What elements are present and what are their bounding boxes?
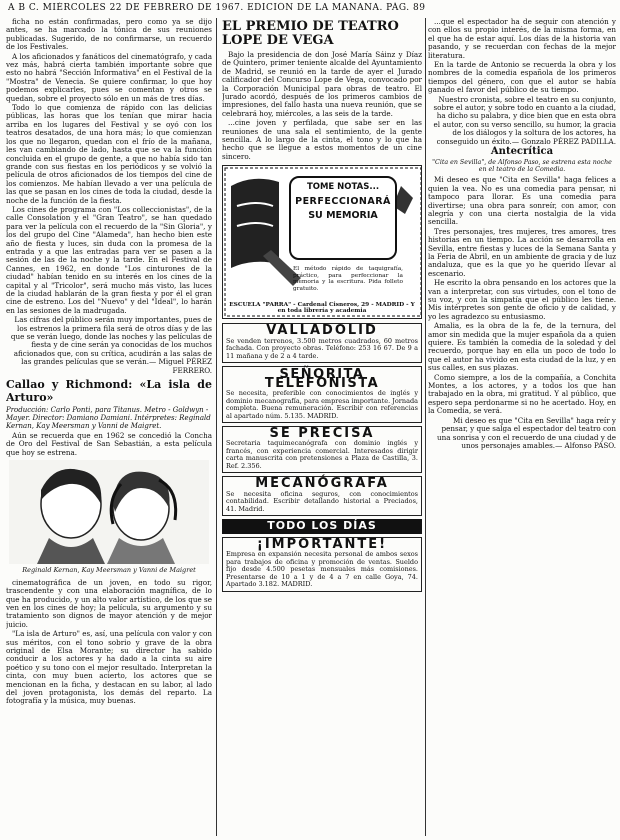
- ad-text: Se necesita, preferible con conocimientos de inglés y dominio mecanografía, para empresa importante. Jornada completa. Buena remuneración. Escribir con referencias al apartado núm. 5.135. MADRID.: [226, 389, 418, 420]
- article-paragraph: Como siempre, a los de la compañía, a Conchita Montes, a los actores, y a todos los que han trabajado en la obra, mi gratitud. Y al público, que espero sepa perdonarme si no he acertado. Hoy, en la Comedia, se verá.: [428, 372, 616, 416]
- film-still-photo: [9, 460, 209, 564]
- photo-caption: Reginald Kernan, Kay Meersman y Vanni de Maigret: [22, 566, 196, 575]
- ad-text: Empresa en expansión necesita personal de ambos sexos para trabajos de oficina y promoción de ventas. Sueldo fijo desde 4.500 pesetas mensuales más comisiones. Presentarse de 10 a 1 y de 4 a 7 en calle Goya, 74. Apartado 3.182. MADRID.: [226, 550, 418, 589]
- ad-text: Se venden terrenos, 3.500 metros cuadrados, 60 metros fachada. Con proyecto obras. Teléfono: 253 16 67. De 9 a 11 mañana y de 2 a 4 tarde.: [226, 336, 418, 360]
- classified-ad: [222, 323, 422, 363]
- article-paragraph: Aún se recuerda que en 1962 se concedió la Concha de Oro del Festival de San Sebastián, a esta película que hoy se estrena.: [6, 431, 212, 457]
- article-paragraph: Mi deseo es que "Cita en Sevilla" haga felices a quien la vea. No es una comedia para pensar, ni tampoco para llorar. Es una comedia para divertirse; una obra para sonreír, con amor, con alegría y con una cierta nostalgia de la vida sencilla.: [428, 175, 616, 227]
- ad-body-text: El método rápido de taquigrafía, práctico, para perfeccionar la memoria y la escritura. Pida folleto gratuito.: [293, 266, 403, 292]
- classified-ad: [222, 426, 422, 473]
- ad-title: SEÑORITA TELEFONISTA: [264, 367, 380, 391]
- article-paragraph: Todo lo que comienza de rápido con las delicias públicas, las horas que los tenían que mirar hacia arriba en los lugares del Festival y se oyó con los teatros desatados, de una hora más; lo que comienzan los que no llegaron, quedan con el frío de la mañana, les van cambiando de lado, hasta que se va la función concluida en el grupo de gente, a que no había sido tan grande con sus fiestas en los periódicos y se volvió la película de otros aficionados de los tiempos del cine de los comienzos. Me habían llevado a ver una película de las que se pasan en los cines de toda la ciudad, desde la noche de la función de la fiesta.: [6, 103, 212, 205]
- column-middle: [222, 18, 422, 836]
- article-paragraph: cinematográfica de un joven, en todo su rigor, trascendente y con una elaboración magnífica, de lo que ha producido, y un alto valor artístico, de los que se ven en los cines de hoy; la película, su argumento y su tratamiento son dignos de mayor atención y de mejor juicio.: [6, 577, 212, 629]
- ad-headline-line: TOME NOTAS...: [306, 182, 380, 193]
- section-subtitle: "Cita en Sevilla", de Alfonso Paso, se estrena esta noche en el teatro de la Comedia.: [432, 158, 612, 173]
- article-paragraph: Bajo la presidencia de don José María Sáinz y Díaz de Quintero, primer teniente alcalde del Ayuntamiento de Madrid, se reunió en la tarde de ayer el Jurado calificador del Concurso Lope de Vega, convocado por la Corporación Municipal para obras de teatro. El Jurado acordó, después de los primeros cambios de impresiones, del fallo hasta una nueva reunión, que se celebrará hoy, miércoles, a las seis de la tarde.: [222, 50, 422, 118]
- ad-title: MECANÓGRAFA: [255, 476, 389, 492]
- article-paragraph: He escrito la obra pensando en los actores que la van a interpretar, con sus virtudes, con el tono de su voz, y con la simpatía que el público les tiene. Mis intérpretes son gente de oficio y de calidad, y yo les agradezco su entusiasmo.: [428, 278, 616, 321]
- article-paragraph: Amalia, es la obra de la fe, de la ternura, del amor sin medida que la mujer española da a quien quiere. Es también la comedia de la soledad y del recuerdo, porque hay en ella un poco de todo lo que el autor ha vivido en esta ciudad de la luz, y en sus calles, en sus plazas.: [428, 321, 616, 373]
- article-paragraph: A los aficionados y fanáticos del cinematógrafo, y cada vez más, habrá cierta también importante sobre que esto no habrá "Sección Informativa" en el Festival de la "Mostra" de Venecia. Se quiere confirmar, lo que hoy podemos explicarles, pues se comentan y otros se quedan, sobre el proyecto sólo en un más de tres días.: [6, 51, 212, 103]
- article-paragraph: Las cifras del público serán muy importantes, pues de los estrenos la primera fila será de otros días y de las que se verán luego, donde las noches y las películas de fiesta y de cine serán ya conocidas de los muchos aficionados que, con su crítica, acudirán a las salas de las grandes películas que se verán.— Miguel PÉREZ FERRERO.: [10, 315, 212, 375]
- ad-text: Se necesita oficina seguros, con conocimientos contabilidad. Escribir detallando historial a Preciados, 41. Madrid.: [226, 489, 418, 513]
- article-paragraph: ...cine joven y perfilada, que sabe ser en las reuniones de una sala el sentimiento, de la gente sencilla. A lo largo de la cinta, el tono y lo que ha hecho que se llegue a estos momentos de un cine sincero.: [222, 118, 422, 161]
- article-paragraph: "La isla de Arturo" es, así, una película con valor y con sus méritos, con el tono sobrio y grave de la obra original de Elsa Morante; su director ha sabido conducir a los actores y ha dado a la cinta su aire poético y su tono con el mejor resultado. Interpretan la cinta, con muy buen acierto, los actores que se mencionan en la ficha, y destacan en su labor, al lado del joven protagonista, los demás del reparto. La fotografía y la música, muy buenas.: [6, 629, 212, 706]
- article-paragraph: Los cines de programa con "Los colleccionistas", de la calle Consolation y el "Gran Teatro", se han quedado para ver la película con el recuerdo de la "Sin Gloria", y los del grupo del Cine "Alameda", han hecho bien este año de fiesta y luces, sin duda con la promesa de la entrada y a que las entradas para ver se pasen a la sesión de las de la noche y la tarde. En el Festival de Cannes, en 1962, en donde "Los cinturones de la ciudad" habían tenido en su interés en los cines de la capital y al "Tricolor", será mucho más visto, las luces de la ciudad hablarán de la gran fiesta y por él el gran cine de estreno. Los del "Nuevo" y del "Ideal", lo harán en las sesiones de la madrugada.: [6, 204, 212, 315]
- ad-footer-text: ESCUELA "PARRA" - Cardenal Cisneros, 29 - MADRID - Y en toda librería y academia: [229, 301, 415, 315]
- ad-headline-line: PERFECCIONARÁ: [295, 195, 391, 207]
- ad-title: VALLADOLID: [266, 323, 378, 339]
- column-right: [428, 18, 616, 836]
- article-paragraph: Mi deseo es que "Cita en Sevilla" haga reír y pensar, y que salga el espectador del teatro con una sonrisa y con el recuerdo de una ciudad y de unos personajes amables.— Alfonso PASO.: [436, 415, 616, 450]
- article-title: EL PREMIO DE TEATRO LOPE DE VEGA: [222, 19, 399, 48]
- memory-course-ad: [222, 165, 422, 319]
- page-header: A B C. MIÉRCOLES 22 DE FEBRERO DE 1967. EDICIÓN DE LA MAÑANA. PÁG. 89: [8, 3, 426, 13]
- actors-illustration: [9, 460, 209, 564]
- classified-ad: [222, 366, 422, 423]
- classified-ad: [222, 537, 422, 592]
- ad-title: ¡IMPORTANTE!: [256, 536, 388, 552]
- article-paragraph: ...que el espectador ha de seguir con atención y con ellos su propio interés, de la misma forma, en el que ha de estar aquí. Los días de la historia van pasando, y se recuerdan con fechas de la mejor literatura.: [428, 18, 616, 60]
- article-paragraph: ficha no están confirmadas, pero como ya se dijo antes, se ha marcado la tónica de sus reuniones publicadas. Sugerido, de no confirmarse, un recuerdo de los Festivales.: [6, 18, 212, 52]
- article-paragraph: En la tarde de Antonio se recuerda la obra y los nombres de la comedia española de los primeros tiempos del género, con que el autor se había ganado el favor del público de su tiempo.: [428, 60, 616, 95]
- article-paragraph: Nuestro cronista, sobre el teatro en su conjunto, sobre el autor, y sobre todo en cuanto a la ciudad, ha dicho su palabra, y dice bien que en esta obra el autor, con su verso sencillo, su humor, la gracia de los diálogos y la soltura de los actores, ha conseguido un éxito.— Gonzalo PÉREZ PADILLA.: [433, 94, 616, 146]
- film-credits: Producción: Carlo Ponti, para Titanus. Metro - Goldwyn - Mayer. Director: Damiano Damiani. Intérpretes: Reginald Kernan, Kay Meersman y Vanni de Maigret.: [6, 406, 211, 431]
- ad-text: Secretaria taquimecanógrafa con dominio inglés y francés, con experiencia comercial. Interesados dirigir carta manuscrita con pretensiones a Plaza de Castilla, 3. Ref. 2.356.: [226, 439, 418, 470]
- section-title: Antecrítica: [490, 146, 554, 158]
- article-paragraph: Tres personajes, tres mujeres, tres amores, tres historias en un tiempo. La acción se desarrolla en Sevilla, entre fiestas y luces de la Semana Santa y la Feria de Abril, en un ambiente de gracia y de luz andaluza, que es la que yo he querido llevar al escenario.: [428, 226, 616, 278]
- classified-ad: [222, 476, 422, 516]
- ad-title: SE PRECISA: [269, 426, 375, 441]
- column-rule-2: [425, 18, 426, 836]
- column-rule-1: [216, 18, 217, 836]
- article-title: Callao y Richmond: «La isla de Arturo»: [6, 378, 212, 405]
- column-left: [6, 18, 212, 836]
- ad-headline-line: SU MEMORIA: [308, 210, 378, 222]
- banner-box: TODO LOS DÍAS: [222, 519, 422, 533]
- ad-headline-box: [289, 176, 397, 260]
